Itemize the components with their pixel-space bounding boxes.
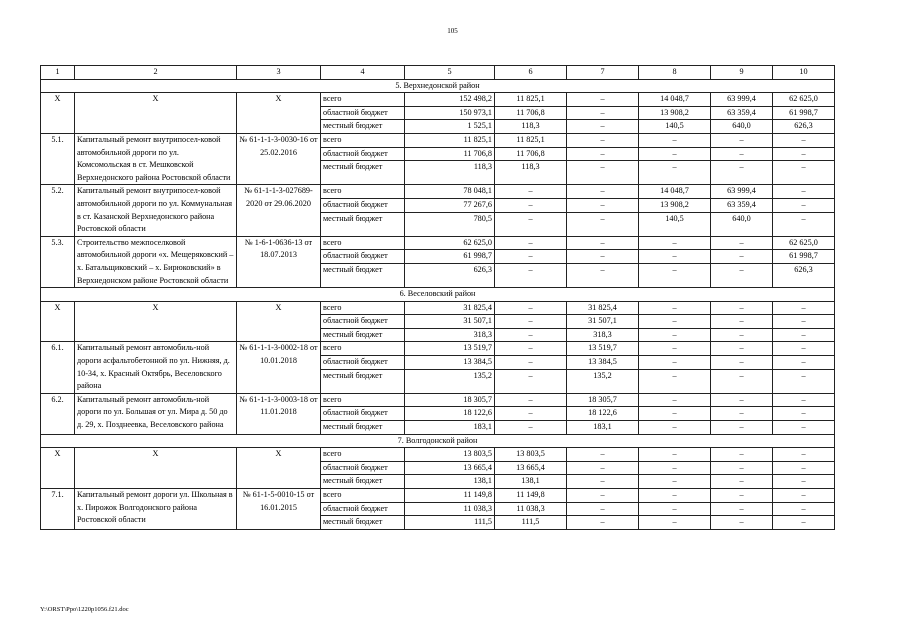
value-cell: –: [773, 161, 835, 185]
value-cell: 13 665,4: [405, 461, 495, 475]
section-title-row: [41, 288, 835, 302]
item-number: 6.1.: [41, 342, 75, 393]
summary-x-cell: Х: [41, 93, 75, 134]
budget-label: местный бюджет: [321, 516, 405, 530]
value-cell: –: [773, 198, 835, 212]
value-cell: 13 384,5: [405, 356, 495, 370]
value-cell: 62 625,0: [773, 236, 835, 250]
value-cell: –: [495, 198, 567, 212]
value-cell: –: [711, 328, 773, 342]
value-cell: –: [711, 263, 773, 287]
item-document: № 61-1-1-3-0002-18 от 10.01.2018: [237, 342, 321, 393]
value-cell: 140,5: [639, 212, 711, 236]
page-number: 105: [447, 27, 458, 35]
value-cell: –: [711, 407, 773, 421]
value-cell: –: [567, 236, 639, 250]
value-cell: –: [639, 393, 711, 407]
value-cell: –: [567, 161, 639, 185]
budget-label: областной бюджет: [321, 250, 405, 264]
value-cell: –: [711, 502, 773, 516]
value-cell: –: [567, 516, 639, 530]
value-cell: 640,0: [711, 120, 773, 134]
value-cell: 18 122,6: [567, 407, 639, 421]
value-cell: 318,3: [567, 328, 639, 342]
value-cell: –: [773, 421, 835, 435]
table-row: [41, 393, 835, 407]
section-title-row: [41, 79, 835, 93]
table-row: [41, 133, 835, 147]
item-number: 6.2.: [41, 393, 75, 434]
value-cell: –: [639, 489, 711, 503]
budget-label: областной бюджет: [321, 315, 405, 329]
value-cell: 18 305,7: [567, 393, 639, 407]
value-cell: –: [773, 212, 835, 236]
budget-label: областной бюджет: [321, 461, 405, 475]
budget-label: местный бюджет: [321, 328, 405, 342]
value-cell: 61 998,7: [405, 250, 495, 264]
value-cell: –: [639, 133, 711, 147]
value-cell: –: [773, 502, 835, 516]
value-cell: –: [773, 516, 835, 530]
column-header-row: [41, 66, 835, 80]
value-cell: –: [567, 250, 639, 264]
value-cell: –: [773, 369, 835, 393]
value-cell: –: [773, 448, 835, 462]
value-cell: –: [773, 489, 835, 503]
value-cell: 63 359,4: [711, 106, 773, 120]
budget-label: областной бюджет: [321, 106, 405, 120]
section-title: 5. Верхнедонской район: [41, 79, 835, 93]
budget-label: областной бюджет: [321, 407, 405, 421]
value-cell: –: [495, 236, 567, 250]
value-cell: –: [639, 342, 711, 356]
budget-label: всего: [321, 185, 405, 199]
value-cell: 140,5: [639, 120, 711, 134]
value-cell: –: [567, 489, 639, 503]
budget-label: всего: [321, 342, 405, 356]
value-cell: –: [711, 489, 773, 503]
value-cell: –: [711, 147, 773, 161]
item-name: Капитальный ремонт внутрипосел-ковой автомобильной дороги по ул. Комсомольская в ст. Мешковской Верхнедонского района Ростовской области: [75, 133, 237, 184]
value-cell: 1 525,1: [405, 120, 495, 134]
column-number: 1: [41, 66, 75, 80]
summary-x-cell: Х: [75, 301, 237, 342]
table-row: [41, 93, 835, 107]
table-row: [41, 448, 835, 462]
value-cell: –: [773, 461, 835, 475]
value-cell: 135,2: [567, 369, 639, 393]
value-cell: 626,3: [773, 263, 835, 287]
budget-label: всего: [321, 93, 405, 107]
value-cell: 11 825,1: [495, 133, 567, 147]
budget-label: областной бюджет: [321, 147, 405, 161]
value-cell: –: [567, 185, 639, 199]
item-name: Капитальный ремонт внутрипосел-ковой автомобильной дороги по ул. Коммунальная в ст. Казанской Верхнедонского района Ростовской области: [75, 185, 237, 236]
value-cell: 13 384,5: [567, 356, 639, 370]
budget-label: местный бюджет: [321, 263, 405, 287]
value-cell: –: [495, 393, 567, 407]
value-cell: 118,3: [495, 120, 567, 134]
value-cell: –: [567, 198, 639, 212]
value-cell: –: [567, 263, 639, 287]
item-document: № 61-1-1-3-0030-16 от 25.02.2016: [237, 133, 321, 184]
value-cell: –: [639, 461, 711, 475]
summary-x-cell: Х: [237, 93, 321, 134]
value-cell: 18 305,7: [405, 393, 495, 407]
value-cell: –: [711, 161, 773, 185]
value-cell: 152 498,2: [405, 93, 495, 107]
budget-label: всего: [321, 236, 405, 250]
column-number: 5: [405, 66, 495, 80]
value-cell: –: [711, 342, 773, 356]
value-cell: –: [495, 315, 567, 329]
value-cell: –: [711, 250, 773, 264]
value-cell: 11 825,1: [405, 133, 495, 147]
budget-label: местный бюджет: [321, 120, 405, 134]
value-cell: –: [773, 328, 835, 342]
value-cell: 780,5: [405, 212, 495, 236]
budget-label: областной бюджет: [321, 502, 405, 516]
column-number: 8: [639, 66, 711, 80]
value-cell: 11 038,3: [405, 502, 495, 516]
value-cell: 13 519,7: [567, 342, 639, 356]
budget-label: всего: [321, 448, 405, 462]
value-cell: –: [711, 301, 773, 315]
table-row: [41, 236, 835, 250]
value-cell: –: [639, 250, 711, 264]
value-cell: 31 507,1: [567, 315, 639, 329]
value-cell: 318,3: [405, 328, 495, 342]
value-cell: 183,1: [567, 421, 639, 435]
value-cell: 14 048,7: [639, 185, 711, 199]
summary-x-cell: Х: [75, 93, 237, 134]
table-row: [41, 301, 835, 315]
column-number: 7: [567, 66, 639, 80]
item-number: 5.3.: [41, 236, 75, 287]
value-cell: –: [773, 342, 835, 356]
summary-x-cell: Х: [237, 301, 321, 342]
value-cell: 11 825,1: [495, 93, 567, 107]
value-cell: 111,5: [405, 516, 495, 530]
value-cell: –: [639, 315, 711, 329]
value-cell: –: [639, 328, 711, 342]
item-document: № 61-1-1-3-027689-2020 от 29.06.2020: [237, 185, 321, 236]
value-cell: –: [495, 263, 567, 287]
value-cell: –: [495, 185, 567, 199]
value-cell: –: [639, 516, 711, 530]
value-cell: –: [567, 461, 639, 475]
value-cell: 14 048,7: [639, 93, 711, 107]
budget-table: [40, 65, 835, 530]
column-number: 9: [711, 66, 773, 80]
item-number: 7.1.: [41, 489, 75, 530]
value-cell: 62 625,0: [405, 236, 495, 250]
value-cell: 63 359,4: [711, 198, 773, 212]
value-cell: 13 803,5: [405, 448, 495, 462]
value-cell: –: [567, 212, 639, 236]
budget-label: местный бюджет: [321, 421, 405, 435]
value-cell: –: [567, 448, 639, 462]
table-row: [41, 185, 835, 199]
item-document: № 61-1-5-0010-15 от 16.01.2015: [237, 489, 321, 530]
item-name: Капитальный ремонт автомобиль-ной дороги асфальтобетонной по ул. Нижняя, д. 10-34, х. Красный Октябрь, Веселовского района: [75, 342, 237, 393]
value-cell: 183,1: [405, 421, 495, 435]
value-cell: –: [639, 407, 711, 421]
value-cell: –: [711, 448, 773, 462]
value-cell: –: [495, 407, 567, 421]
value-cell: 11 038,3: [495, 502, 567, 516]
budget-label: всего: [321, 301, 405, 315]
value-cell: 138,1: [405, 475, 495, 489]
budget-label: местный бюджет: [321, 212, 405, 236]
value-cell: –: [495, 250, 567, 264]
value-cell: 626,3: [773, 120, 835, 134]
value-cell: 13 908,2: [639, 106, 711, 120]
value-cell: –: [567, 147, 639, 161]
column-number: 2: [75, 66, 237, 80]
column-number: 6: [495, 66, 567, 80]
value-cell: –: [773, 407, 835, 421]
value-cell: 13 803,5: [495, 448, 567, 462]
value-cell: 62 625,0: [773, 93, 835, 107]
value-cell: –: [711, 516, 773, 530]
summary-x-cell: Х: [237, 448, 321, 489]
column-number: 3: [237, 66, 321, 80]
value-cell: 135,2: [405, 369, 495, 393]
value-cell: –: [639, 236, 711, 250]
item-name: Капитальный ремонт автомобиль-ной дороги по ул. Большая от ул. Мира д. 50 до д. 29, х. Позднеевка, Веселовского района: [75, 393, 237, 434]
value-cell: –: [773, 356, 835, 370]
value-cell: –: [711, 356, 773, 370]
summary-x-cell: Х: [41, 301, 75, 342]
value-cell: –: [773, 393, 835, 407]
value-cell: 118,3: [495, 161, 567, 185]
item-document: № 1-6-1-0636-13 от 18.07.2013: [237, 236, 321, 287]
value-cell: –: [639, 421, 711, 435]
item-name: Капитальный ремонт дороги ул. Школьная в х. Пирожок Волгодонского района Ростовской области: [75, 489, 237, 530]
value-cell: –: [495, 328, 567, 342]
value-cell: –: [495, 342, 567, 356]
value-cell: 31 507,1: [405, 315, 495, 329]
value-cell: –: [639, 502, 711, 516]
budget-label: местный бюджет: [321, 161, 405, 185]
budget-label: местный бюджет: [321, 475, 405, 489]
budget-label: областной бюджет: [321, 198, 405, 212]
value-cell: 640,0: [711, 212, 773, 236]
value-cell: –: [639, 301, 711, 315]
item-number: 5.1.: [41, 133, 75, 184]
value-cell: 61 998,7: [773, 106, 835, 120]
value-cell: –: [639, 356, 711, 370]
value-cell: 11 706,8: [495, 106, 567, 120]
summary-x-cell: Х: [75, 448, 237, 489]
value-cell: –: [567, 106, 639, 120]
budget-label: областной бюджет: [321, 356, 405, 370]
value-cell: –: [711, 421, 773, 435]
value-cell: 77 267,6: [405, 198, 495, 212]
value-cell: –: [711, 461, 773, 475]
value-cell: –: [567, 120, 639, 134]
value-cell: –: [495, 421, 567, 435]
value-cell: –: [773, 185, 835, 199]
value-cell: –: [711, 133, 773, 147]
section-title: 6. Веселовский район: [41, 288, 835, 302]
value-cell: 150 973,1: [405, 106, 495, 120]
value-cell: –: [567, 475, 639, 489]
value-cell: –: [711, 236, 773, 250]
item-number: 5.2.: [41, 185, 75, 236]
section-title: 7. Волгодонской район: [41, 434, 835, 448]
value-cell: –: [711, 315, 773, 329]
value-cell: 31 825,4: [567, 301, 639, 315]
value-cell: –: [773, 133, 835, 147]
value-cell: –: [639, 161, 711, 185]
value-cell: 18 122,6: [405, 407, 495, 421]
value-cell: 11 706,8: [495, 147, 567, 161]
value-cell: –: [711, 369, 773, 393]
section-title-row: [41, 434, 835, 448]
value-cell: –: [495, 212, 567, 236]
value-cell: 13 908,2: [639, 198, 711, 212]
value-cell: 63 999,4: [711, 185, 773, 199]
value-cell: –: [495, 369, 567, 393]
value-cell: 13 519,7: [405, 342, 495, 356]
item-document: № 61-1-1-3-0003-18 от 11.01.2018: [237, 393, 321, 434]
value-cell: –: [495, 356, 567, 370]
summary-x-cell: Х: [41, 448, 75, 489]
value-cell: –: [773, 301, 835, 315]
column-number: 10: [773, 66, 835, 80]
budget-label: местный бюджет: [321, 369, 405, 393]
value-cell: –: [495, 301, 567, 315]
value-cell: –: [639, 475, 711, 489]
column-number: 4: [321, 66, 405, 80]
budget-label: всего: [321, 133, 405, 147]
value-cell: 138,1: [495, 475, 567, 489]
value-cell: –: [773, 147, 835, 161]
value-cell: 626,3: [405, 263, 495, 287]
value-cell: –: [773, 475, 835, 489]
value-cell: 118,3: [405, 161, 495, 185]
value-cell: 111,5: [495, 516, 567, 530]
value-cell: 31 825,4: [405, 301, 495, 315]
value-cell: –: [639, 147, 711, 161]
value-cell: –: [567, 502, 639, 516]
value-cell: –: [639, 263, 711, 287]
value-cell: 11 706,8: [405, 147, 495, 161]
table-row: [41, 342, 835, 356]
value-cell: 78 048,1: [405, 185, 495, 199]
value-cell: 61 998,7: [773, 250, 835, 264]
value-cell: 11 149,8: [405, 489, 495, 503]
value-cell: 63 999,4: [711, 93, 773, 107]
table-row: [41, 489, 835, 503]
value-cell: –: [711, 475, 773, 489]
footer-file-path: Y:\ORST\Ppo\1220p1056.f21.doc: [40, 606, 129, 613]
value-cell: –: [773, 315, 835, 329]
budget-label: всего: [321, 393, 405, 407]
item-name: Строительство межпоселковой автомобильной дороги «х. Мещеряковский – х. Батальщиковский – х. Бирюковский» в Верхнедонском районе Ростовской области: [75, 236, 237, 287]
value-cell: 11 149,8: [495, 489, 567, 503]
value-cell: –: [567, 133, 639, 147]
value-cell: –: [567, 93, 639, 107]
value-cell: –: [711, 393, 773, 407]
budget-label: всего: [321, 489, 405, 503]
value-cell: –: [639, 369, 711, 393]
value-cell: –: [639, 448, 711, 462]
value-cell: 13 665,4: [495, 461, 567, 475]
